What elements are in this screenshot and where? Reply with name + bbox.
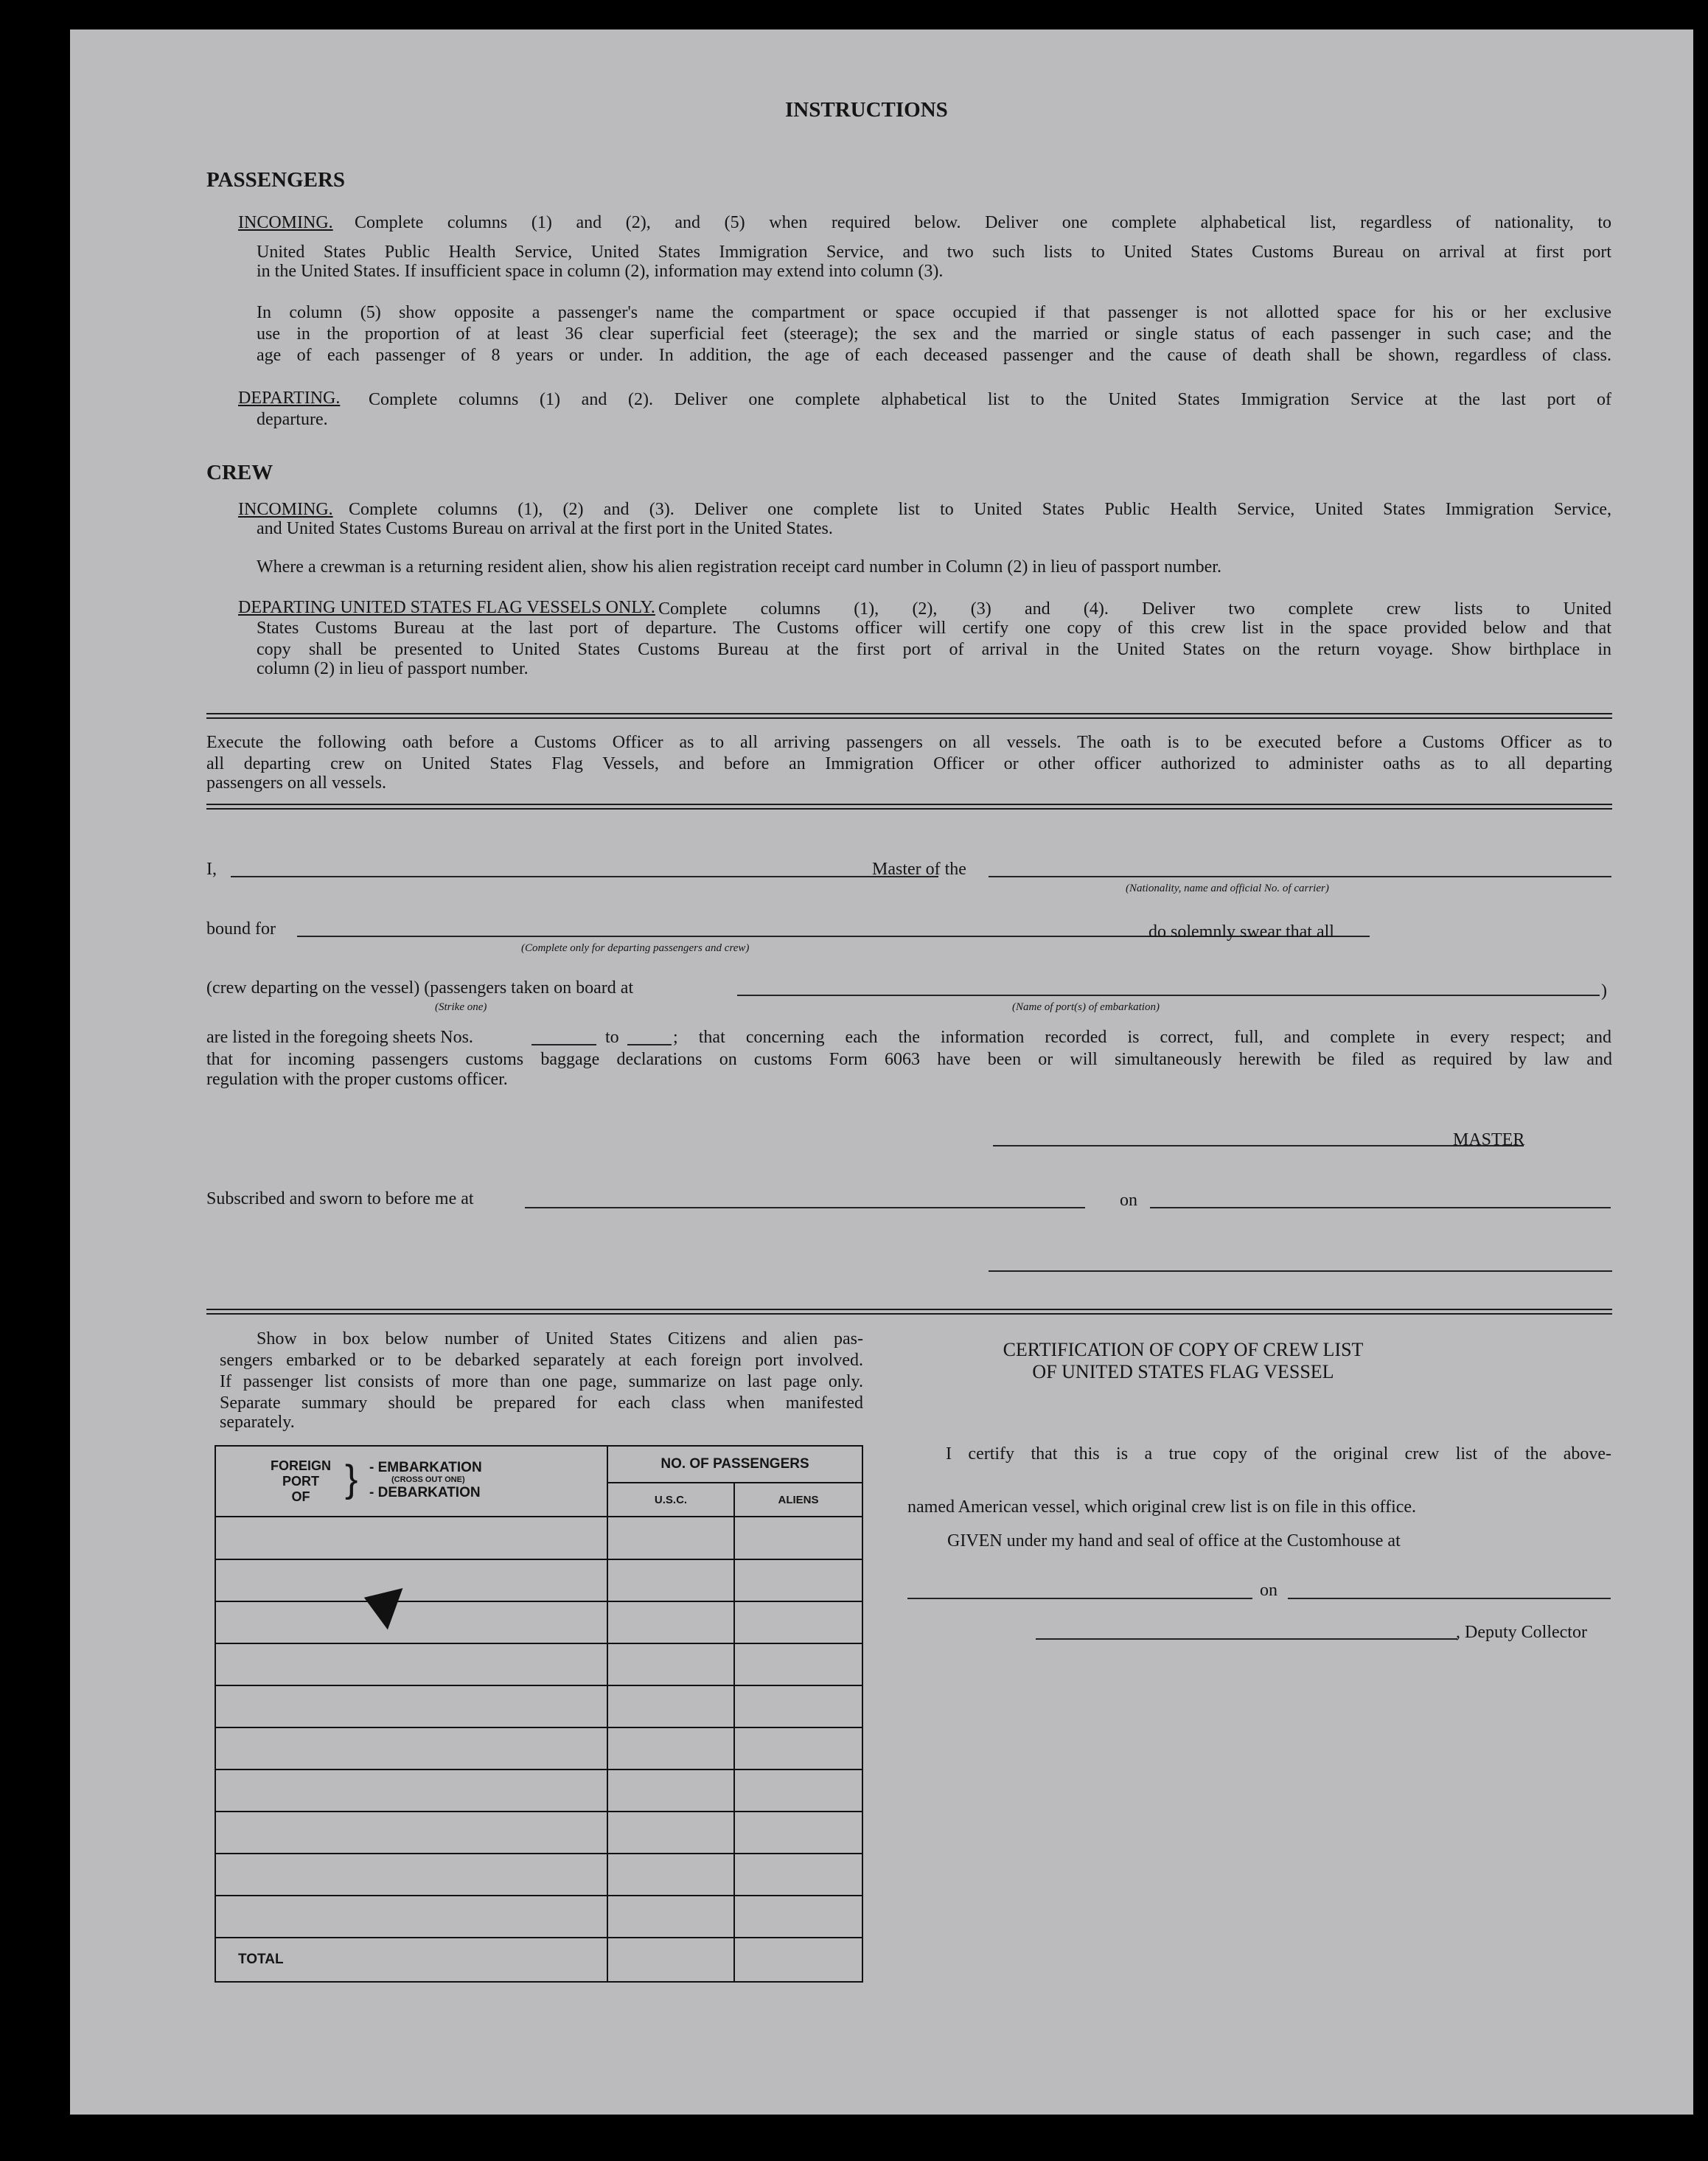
usc-cell[interactable] xyxy=(607,1854,734,1896)
master-name-field[interactable] xyxy=(231,876,938,877)
total-label: TOTAL xyxy=(215,1938,607,1982)
divider xyxy=(206,1313,1612,1315)
passengers-incoming-line: Complete columns (1) and (2), and (5) when required below. Deliver one complete alphabetical list, regardless of nationality, to xyxy=(355,213,1611,232)
debarkation-label: - DEBARKATION xyxy=(369,1485,481,1500)
brace-icon: } xyxy=(345,1458,358,1500)
crew-departing-line: copy shall be presented to United States Customs Bureau at the first port of arrival in the United States on the return voyage. Show birthplace in xyxy=(257,640,1611,659)
crew-heading: CREW xyxy=(206,461,273,484)
listed-text-a: are listed in the foregoing sheets Nos. xyxy=(206,1028,473,1047)
close-paren: ) xyxy=(1601,981,1607,1001)
column5-line: In column (5) show opposite a passenger's name the compartment or space occupied if that passenger is not allotted space for his or her exclusive xyxy=(257,303,1611,322)
passengers-departing-line: Complete columns (1) and (2). Deliver one complete alphabetical list to the United States Immigration Service at the last port of xyxy=(369,390,1611,409)
summary-intro-line: Show in box below number of United States Citizens and alien pas- xyxy=(257,1329,863,1349)
port-cell[interactable] xyxy=(215,1854,607,1896)
swear-text: do solemnly swear that all xyxy=(1148,922,1334,942)
strike-one-caption: (Strike one) xyxy=(435,1001,487,1013)
cross-out-one-label: (CROSS OUT ONE) xyxy=(391,1475,465,1484)
oath-intro-line: Execute the following oath before a Customs Officer as to all arriving passengers on all vessels. The oath is to be executed before a Customs Officer as to xyxy=(206,733,1612,752)
port-cell[interactable] xyxy=(215,1643,607,1685)
usc-cell[interactable] xyxy=(607,1727,734,1769)
usc-cell[interactable] xyxy=(607,1769,734,1812)
usc-cell[interactable] xyxy=(607,1896,734,1938)
carrier-field[interactable] xyxy=(989,876,1611,877)
usc-header: U.S.C. xyxy=(607,1483,734,1517)
form-page xyxy=(70,29,1693,2115)
bound-for-caption: (Complete only for departing passengers and crew) xyxy=(521,942,750,954)
passengers-incoming-label: INCOMING. xyxy=(238,213,333,232)
passengers-departing-label: DEPARTING. xyxy=(238,389,341,408)
usc-cell[interactable] xyxy=(607,1601,734,1643)
column5-line: age of each passenger of 8 years or under. In addition, the age of each deceased passenger and the cause of death shall be shown, regardless of class. xyxy=(257,346,1611,365)
certification-heading: OF UNITED STATES FLAG VESSEL xyxy=(1032,1361,1334,1382)
crew-incoming-line: and United States Customs Bureau on arrival at the first port in the United States. xyxy=(257,519,833,538)
listed-line-3: regulation with the proper customs officer. xyxy=(206,1070,508,1089)
aliens-cell[interactable] xyxy=(734,1685,862,1727)
listed-text-b: ; that concerning each the information recorded is correct, full, and complete in every respect; and xyxy=(673,1028,1611,1047)
port-cell[interactable] xyxy=(215,1517,607,1559)
master-of-the-label: Master of the xyxy=(872,860,966,879)
port-header-cell xyxy=(215,1446,607,1517)
page-title: INSTRUCTIONS xyxy=(785,98,948,122)
usc-cell[interactable] xyxy=(607,1517,734,1559)
certification-heading: CERTIFICATION OF COPY OF CREW LIST xyxy=(1003,1339,1364,1360)
master-label: MASTER xyxy=(1453,1130,1525,1149)
crew-departing-line: Complete columns (1), (2), (3) and (4). Deliver two complete crew lists to United xyxy=(658,599,1611,619)
carrier-caption: (Nationality, name and official No. of carrier) xyxy=(1126,883,1329,894)
passengers-heading: PASSENGERS xyxy=(206,168,346,192)
port-cell[interactable] xyxy=(215,1601,607,1643)
divider xyxy=(206,713,1612,714)
usc-cell[interactable] xyxy=(607,1685,734,1727)
no-of-passengers-header: NO. OF PASSENGERS xyxy=(607,1446,862,1483)
usc-cell[interactable] xyxy=(607,1643,734,1685)
deputy-signature-field[interactable] xyxy=(1036,1638,1457,1640)
embarkation-caption: (Name of port(s) of embarkation) xyxy=(1012,1001,1160,1013)
divider xyxy=(206,717,1612,719)
aliens-cell[interactable] xyxy=(734,1643,862,1685)
sworn-on-label: on xyxy=(1120,1191,1137,1210)
bound-for-label: bound for xyxy=(206,919,276,939)
usc-cell[interactable] xyxy=(607,1559,734,1601)
crew-incoming-line: Complete columns (1), (2) and (3). Deliver one complete list to United States Public Health Service, United States Immigration Service, xyxy=(349,500,1611,519)
aliens-cell[interactable] xyxy=(734,1769,862,1812)
oath-intro-line: passengers on all vessels. xyxy=(206,773,386,793)
officer-signature-field[interactable] xyxy=(989,1270,1612,1272)
aliens-cell[interactable] xyxy=(734,1601,862,1643)
summary-intro-line: If passenger list consists of more than one page, summarize on last page only. xyxy=(220,1372,863,1391)
port-label: PORT xyxy=(282,1474,319,1489)
aliens-total-cell[interactable] xyxy=(734,1938,862,1982)
sworn-date-field[interactable] xyxy=(1150,1207,1611,1208)
master-signature-field[interactable] xyxy=(993,1145,1524,1146)
crew-resident-line: Where a crewman is a returning resident alien, show his alien registration receipt card number in Column (2) in lieu of passport number. xyxy=(257,557,1221,577)
port-cell[interactable] xyxy=(215,1769,607,1812)
aliens-cell[interactable] xyxy=(734,1517,862,1559)
crew-departing-line: column (2) in lieu of passport number. xyxy=(257,659,529,678)
usc-cell[interactable] xyxy=(607,1812,734,1854)
passenger-summary-table xyxy=(215,1445,863,1983)
foreign-label: FOREIGN xyxy=(270,1458,331,1473)
crew-departing-line: States Customs Bureau at the last port of departure. The Customs officer will certify one copy of this crew list in the space provided below and that xyxy=(257,619,1611,638)
aliens-cell[interactable] xyxy=(734,1559,862,1601)
divider xyxy=(206,1309,1612,1310)
summary-intro-line: Separate summary should be prepared for each class when manifested xyxy=(220,1393,863,1413)
certification-line: named American vessel, which original crew list is on file in this office. xyxy=(907,1497,1417,1517)
certification-line: GIVEN under my hand and seal of office at the Customhouse at xyxy=(947,1531,1401,1551)
aliens-cell[interactable] xyxy=(734,1854,862,1896)
sheet-to-field[interactable] xyxy=(627,1044,672,1045)
passengers-incoming-line: United States Public Health Service, United States Immigration Service, and two such lists to United States Customs Bureau on arrival at first port xyxy=(257,243,1611,262)
certification-date-field[interactable] xyxy=(1288,1598,1611,1599)
embarkation-label: - EMBARKATION xyxy=(369,1460,482,1475)
of-label: OF xyxy=(291,1489,310,1504)
summary-intro-line: sengers embarked or to be debarked separately at each foreign port involved. xyxy=(220,1351,863,1370)
summary-intro-line: separately. xyxy=(220,1413,295,1432)
column5-line: use in the proportion of at least 36 clear superficial feet (steerage); the sex and the married or single status of each passenger in such case; and the xyxy=(257,324,1611,344)
oath-i: I, xyxy=(206,860,217,879)
listed-line-2: that for incoming passengers customs baggage declarations on customs Form 6063 have been or will simultaneously herewith be filed as required by law and xyxy=(206,1050,1612,1069)
crew-passengers-text: (crew departing on the vessel) (passengers taken on board at xyxy=(206,978,634,998)
oath-intro-line: all departing crew on United States Flag Vessels, and before an Immigration Officer or other officer authorized to administer oaths as to all departing xyxy=(206,754,1612,773)
certification-on-label: on xyxy=(1260,1581,1277,1600)
embarkation-port-field[interactable] xyxy=(737,995,1600,996)
usc-total-cell[interactable] xyxy=(607,1938,734,1982)
sworn-place-field[interactable] xyxy=(525,1207,1085,1208)
aliens-cell[interactable] xyxy=(734,1812,862,1854)
port-cell[interactable] xyxy=(215,1685,607,1727)
passengers-departing-line: departure. xyxy=(257,410,328,429)
port-cell[interactable] xyxy=(215,1896,607,1938)
crew-departing-label: DEPARTING UNITED STATES FLAG VESSELS ONLY. xyxy=(238,598,655,617)
aliens-cell[interactable] xyxy=(734,1896,862,1938)
passengers-incoming-line: in the United States. If insufficient space in column (2), information may extend into column (3). xyxy=(257,262,944,281)
crew-incoming-label: INCOMING. xyxy=(238,500,333,519)
customhouse-field[interactable] xyxy=(907,1598,1252,1599)
divider xyxy=(206,808,1612,810)
sheet-from-field[interactable] xyxy=(531,1044,596,1045)
certification-line: I certify that this is a true copy of the original crew list of the above- xyxy=(946,1444,1611,1464)
subscribed-text: Subscribed and sworn to before me at xyxy=(206,1189,474,1208)
port-cell[interactable] xyxy=(215,1812,607,1854)
aliens-header: ALIENS xyxy=(734,1483,862,1517)
port-cell[interactable] xyxy=(215,1727,607,1769)
listed-to: to xyxy=(605,1028,619,1047)
divider xyxy=(206,804,1612,805)
aliens-cell[interactable] xyxy=(734,1727,862,1769)
deputy-collector-label: , Deputy Collector xyxy=(1456,1623,1587,1642)
port-cell[interactable] xyxy=(215,1559,607,1601)
